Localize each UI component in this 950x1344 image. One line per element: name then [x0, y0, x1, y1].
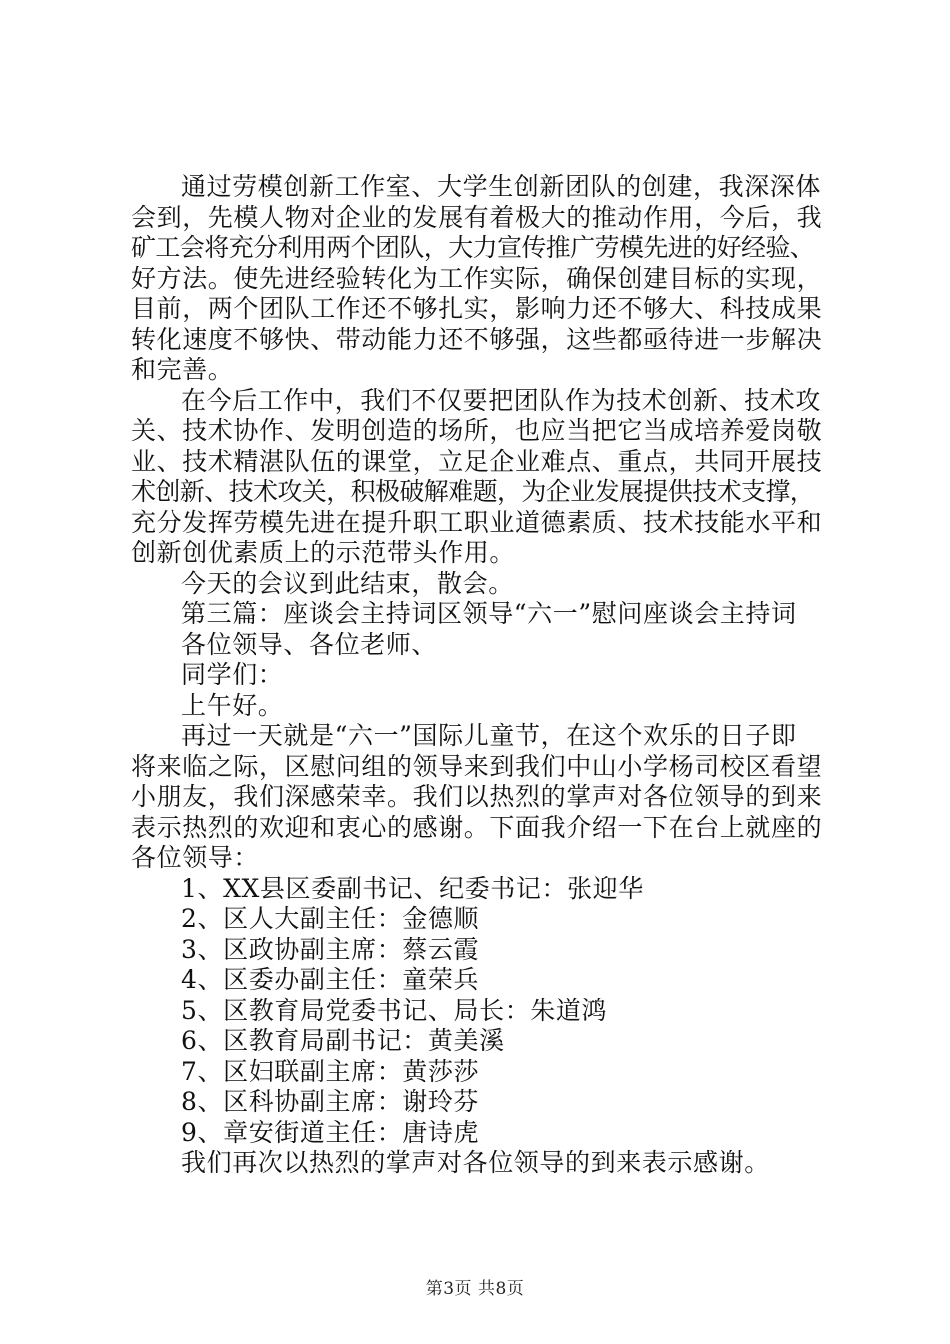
paragraph-line: 今天的会议到此结束，散会。	[181, 568, 514, 598]
list-item: 4、区委办副主任：童荣兵	[181, 965, 480, 994]
paragraph-line: 充分发挥劳模先进在提升职工职业道德素质、技术技能水平和	[131, 507, 823, 537]
list-item: 8、区科协副主席：谢玲芬	[181, 1087, 480, 1116]
paragraph-line: 矿工会将充分利用两个团队，大力宣传推广劳模先进的好经验、	[131, 233, 815, 262]
paragraph-line: 我们再次以热烈的掌声对各位领导的到来表示感谢。	[181, 1148, 770, 1177]
list-item: 3、区政协副主席：蔡云霞	[181, 934, 480, 964]
paragraph-line: 在今后工作中，我们不仅要把团队作为技术创新、技术攻	[181, 385, 822, 415]
greeting-line: 上午好。	[181, 690, 284, 720]
page-number-footer: 第3页 共8页	[425, 1279, 525, 1299]
paragraph-line: 业、技术精湛队伍的课堂，立足企业难点、重点，共同开展技	[131, 446, 823, 476]
paragraph-line: 转化速度不够快、带动能力还不够强，这些都亟待进一步解决	[131, 324, 823, 354]
paragraph-line: 表示热烈的欢迎和衷心的感谢。下面我介绍一下在台上就座的	[131, 812, 823, 842]
paragraph-line: 创新创优素质上的示范带头作用。	[131, 538, 516, 567]
salutation-line: 各位领导、各位老师、	[181, 629, 438, 659]
list-item: 1、XX县区委副书记、纪委书记：张迎华	[181, 873, 644, 903]
paragraph-line: 术创新、技术攻关，积极破解难题，为企业发展提供技术支撑，	[131, 477, 815, 506]
paragraph-line: 目前，两个团队工作还不够扎实，影响力还不够大、科技成果	[131, 294, 823, 323]
list-item: 7、区妇联副主席：黄莎莎	[181, 1056, 480, 1086]
paragraph-line: 好方法。使先进经验转化为工作实际，确保创建目标的实现，	[131, 263, 823, 293]
list-item: 2、区人大副主任：金德顺	[181, 904, 480, 933]
paragraph-line: 各位领导：	[131, 843, 260, 872]
document-body	[131, 172, 831, 1179]
paragraph-line: 通过劳模创新工作室、大学生创新团队的创建，我深深体	[181, 172, 822, 201]
paragraph-line: 再过一天就是“六一”国际儿童节，在这个欢乐的日子即	[181, 721, 797, 750]
list-item: 6、区教育局副书记：黄美溪	[181, 1026, 505, 1055]
paragraph-line: 会到，先模人物对企业的发展有着极大的推动作用，今后，我	[131, 202, 823, 232]
paragraph-line: 小朋友，我们深感荣幸。我们以热烈的掌声对各位领导的到来	[131, 782, 823, 811]
paragraph-line: 将来临之际，区慰问组的领导来到我们中山小学杨司校区看望	[131, 751, 823, 781]
salutation-line: 同学们：	[181, 660, 284, 689]
section-heading: 第三篇：座谈会主持词区领导“六一”慰问座谈会主持词	[181, 599, 797, 628]
list-item: 9、章安街道主任：唐诗虎	[181, 1117, 480, 1147]
list-item: 5、区教育局党委书记、局长：朱道鸿	[181, 995, 608, 1025]
paragraph-line: 关、技术协作、发明创造的场所，也应当把它当成培养爱岗敬	[131, 416, 823, 445]
paragraph-line: 和完善。	[131, 355, 234, 384]
